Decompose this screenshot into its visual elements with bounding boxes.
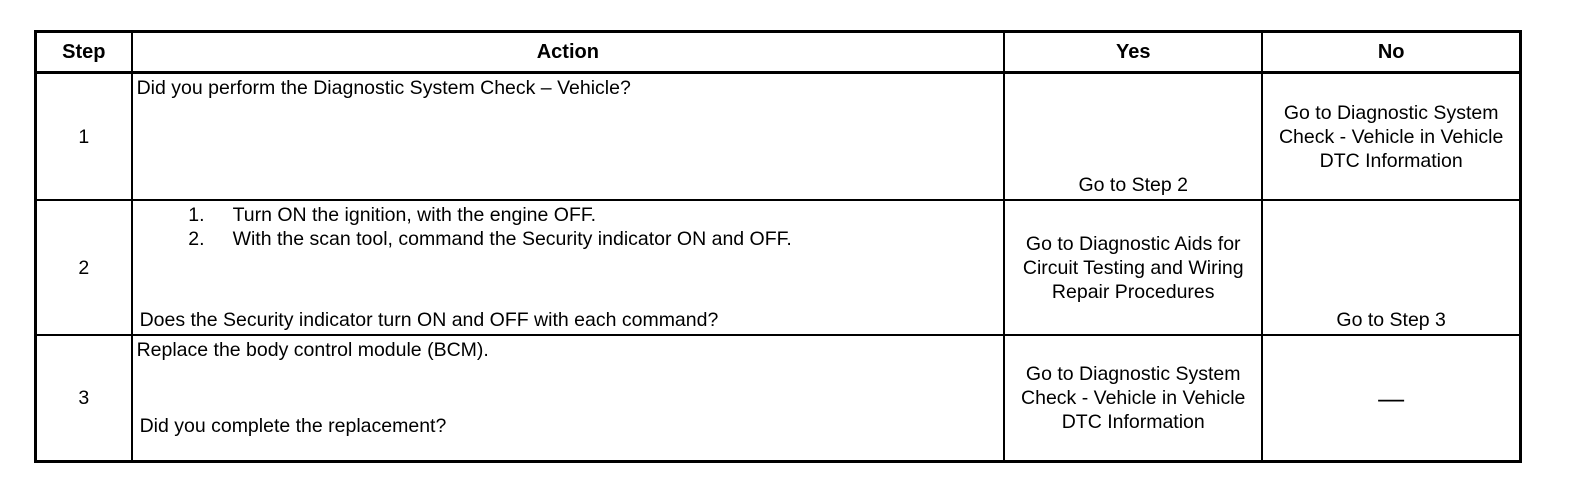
- action-cell: [132, 200, 1005, 335]
- no-cell: Go to Diagnostic System Check - Vehicle in Vehicle DTC Information: [1262, 73, 1520, 201]
- action-text: Did you perform the Diagnostic System Check – Vehicle?: [136, 77, 631, 99]
- table-row: [36, 200, 1521, 335]
- instruction-text: With the scan tool, command the Security indicator ON and OFF.: [232, 228, 792, 250]
- yes-cell: Go to Diagnostic System Check - Vehicle in Vehicle DTC Information: [1004, 335, 1262, 462]
- action-question: Did you complete the replacement?: [139, 415, 447, 437]
- table-row: [36, 335, 1521, 462]
- step-number: 3: [36, 335, 132, 462]
- action-question: Does the Security indicator turn ON and OFF with each command?: [139, 309, 719, 331]
- header-row: [36, 32, 1521, 73]
- table-row: [36, 73, 1521, 201]
- instruction-number: 2.: [188, 228, 205, 250]
- action-text: Replace the body control module (BCM).: [136, 339, 489, 361]
- yes-cell: Go to Step 2: [1004, 73, 1262, 201]
- step-number: 2: [36, 200, 132, 335]
- header-yes: Yes: [1004, 32, 1262, 73]
- step-number: 1: [36, 73, 132, 201]
- header-step: Step: [36, 32, 132, 73]
- list-item: [137, 227, 1000, 251]
- no-cell: Go to Step 3: [1262, 200, 1520, 335]
- instruction-number: 1.: [188, 204, 205, 226]
- header-no: No: [1262, 32, 1520, 73]
- yes-cell: Go to Diagnostic Aids for Circuit Testing and Wiring Repair Procedures: [1004, 200, 1262, 335]
- action-cell: [132, 335, 1005, 462]
- instruction-list: [137, 201, 1000, 251]
- diagnostic-table: [34, 30, 1522, 463]
- list-item: [137, 203, 1000, 227]
- header-action: Action: [132, 32, 1005, 73]
- action-cell: [132, 73, 1005, 201]
- no-cell: —: [1262, 335, 1520, 462]
- instruction-text: Turn ON the ignition, with the engine OFF.: [232, 204, 597, 226]
